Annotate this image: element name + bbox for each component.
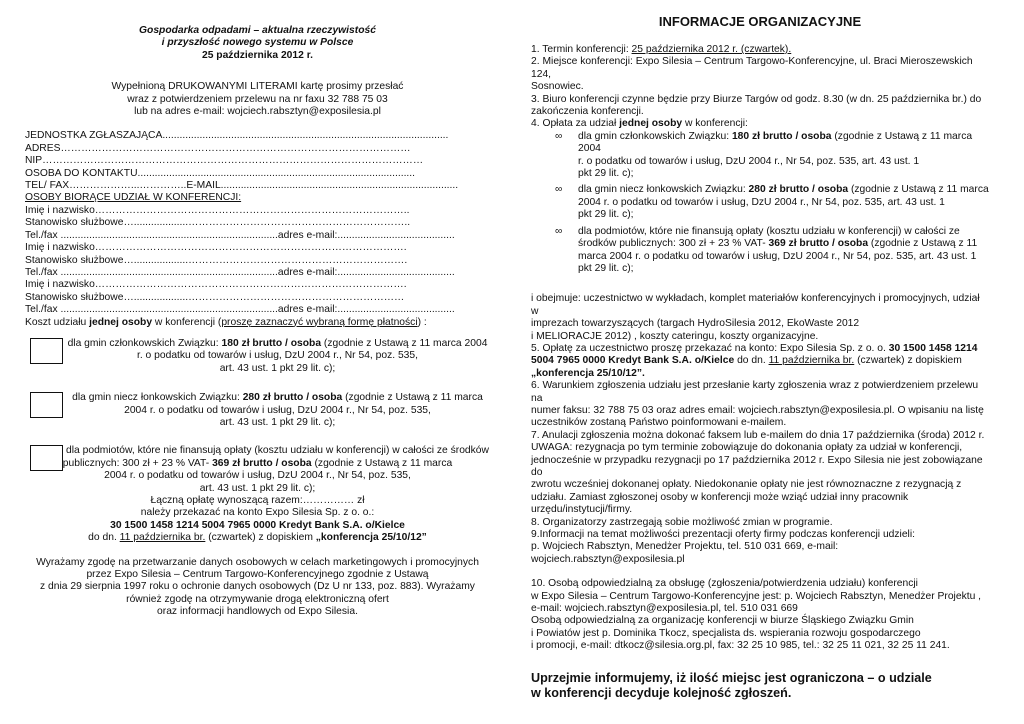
field-osoba-kontakt[interactable]: OSOBA DO KONTAKTU................................................................................................. <box>25 167 416 179</box>
info-item-9: 9.Informacji na temat możliwości prezentacji oferty firmy podczas konferencji udzieli: p. Wojciech Rabsztyn, Menedżer Projektu, tel. 510 031 669, e-mail: wojciech.rabsztyn@exposilesia.pl <box>531 529 915 565</box>
fee-bullet-other: ∞ dla podmiotów, które nie finansują opłaty (kosztu udziału w konferencji) w całości ze środków publicznych: 300 zł + 23 % VAT- 369 zł brutto / osoba (zgodnie z Ustawą z 11 marca 2004 r. o podatku od towarów i usług, DzU 2004 r., Nr 54, poz. 535, art. 43 ust. 1 pkt 29 lit. c); <box>555 225 978 274</box>
infinity-bullet-icon: ∞ <box>555 225 563 237</box>
info-item-6: 6. Warunkiem zgłoszenia udziału jest przesłanie karty zgłoszenia wraz z potwierdzeniem przelewu na numer faksu: 32 788 75 03 oraz adres email: wojciech.rabsztyn@exposilesia.pl. O wpisaniu na listę uczestników zostaną Państwo poinformowani e-mailem. <box>531 380 984 429</box>
participants-heading: OSOBY BIORĄCE UDZIAŁ W KONFERENCJI: <box>25 192 242 204</box>
payment-checkbox-member[interactable] <box>30 338 63 364</box>
info-title: INFORMACJE ORGANIZACYJNE <box>658 14 862 29</box>
data-consent: Wyrażamy zgodę na przetwarzanie danych osobowych w celach marketingowych i promocyjnych przez Expo Silesia – Centrum Targowo-Konferencyjnego zgodnie z Ustawą z dnia 29 sierpnia 1997 roku o ochronie danych osobowych (Dz U nr 133, poz. 883). Wyrażamy również zgodę na otrzymywanie drogą elektroniczną ofert oraz informacji handlowych od Expo Silesia. <box>36 556 479 618</box>
conference-title-line1: Gospodarka odpadami – aktualna rzeczywistość <box>139 25 376 36</box>
payment-option-other: dla podmiotów, które nie finansują opłaty (kosztu udziału w konferencji) w całości ze środków publicznych: 300 zł + 23 % VAT- 369 zł brutto / osoba (zgodnie z Ustawą z 11 marca 2004 r. o podatku od towarów i usług, DzU 2004 r., Nr 54, poz. 535, art. 43 ust. 1 pkt 29 lit. c); <box>25 445 490 495</box>
form-fields <box>25 130 490 329</box>
bank-account: 30 1500 1458 1214 5004 7965 0000 Kredyt Bank S.A. o/Kielce <box>110 519 405 531</box>
payment-summary: Łączną opłatę wynoszącą razem:…………… zł należy przekazać na konto Expo Silesia Sp. z o. o.: 30 1500 1458 1214 5004 7965 0000 Kredyt Bank S.A. o/Kielce do dn. 11 października br. (czwartek) z dopiskiem „konferencja 25/10/12” <box>25 495 490 545</box>
participant-3-name[interactable]: Imię i nazwisko………………………………………………………………………………. <box>25 279 407 291</box>
participant-3-position[interactable]: Stanowisko służbowe…...................……………………………………………………… <box>25 291 405 303</box>
field-tel-email[interactable]: TEL/ FAX………………...…………..E-MAIL................................................................................... <box>25 180 459 192</box>
payment-checkbox-nonmember[interactable] <box>30 392 63 418</box>
info-item-5: 5. Opłatę za uczestnictwo proszę przekazać na konto: Expo Silesia Sp. z o. o. 30 1500 1458 1214 5004 7965 0000 Kredyt Bank S.A. o/Kielce do dn. 11 października br. (czwartek) z dopiskiem „konferencja 25/10/12”. <box>531 342 978 379</box>
field-jednostka[interactable]: JEDNOSTKA ZGŁASZAJĄCA.................................................................................................... <box>25 130 449 142</box>
info-item-2: 2. Miejsce konferencji: Expo Silesia – Centrum Targowo-Konferencyjne, ul. Braci Mieroszewskich 124, Sosnowiec. <box>531 56 973 93</box>
infinity-bullet-icon: ∞ <box>555 130 563 142</box>
info-item-8: 8. Organizatorzy zastrzegają sobie możliwość zmian w programie. <box>531 516 833 528</box>
participant-2-name[interactable]: Imię i nazwisko………………………………………………………………………………. <box>25 242 407 254</box>
form-instructions: Wypełnioną DRUKOWANYMI LITERAMI kartę prosimy przesłać wraz z potwierdzeniem przelewu na nr faxu 32 788 75 03 lub na adres e-mail: wojciech.rabsztyn@exposilesia.pl <box>111 81 404 118</box>
participant-2-contact[interactable]: Tel./fax ............................................................................adres e-mail:......................................... <box>25 266 455 278</box>
participant-1-contact[interactable]: Tel./fax ............................................................................adres e-mail:......................................... <box>25 229 455 241</box>
payment-option-nonmember: dla gmin niecz łonkowskich Związku: 280 zł brutto / osoba (zgodnie z Ustawą z 11 marca 2004 r. o podatku od towarów i usług, DzU 2004 r., Nr 54, poz. 535, art. 43 ust. 1 pkt 29 lit. c); <box>25 392 490 429</box>
infinity-bullet-icon: ∞ <box>555 184 563 196</box>
field-nip[interactable]: NIP………………………………………………………………………………………………… <box>25 155 424 167</box>
participant-1-position[interactable]: Stanowisko służbowe…...................……………………………………………………….. <box>25 217 411 229</box>
info-item-3: 3. Biuro konferencji czynne będzie przy Biurze Targów od godz. 8.30 (w dn. 25 października br.) do zakończenia konferencji. <box>531 93 982 118</box>
participant-1-name[interactable]: Imię i nazwisko……………………………………………………………………………….. <box>25 204 410 216</box>
info-item-1: 1. Termin konferencji: 25 października 2012 r. (czwartek). <box>531 44 792 55</box>
info-item-4: 4. Opłata za udział jednej osoby w konferencji: <box>531 118 748 130</box>
payment-option-member: dla gmin członkowskich Związku: 180 zł brutto / osoba (zgodnie z Ustawą z 11 marca 2004 r. o podatku od towarów i usług, DzU 2004 r., Nr 54, poz. 535, art. 43 ust. 1 pkt 29 lit. c); <box>25 338 490 375</box>
fee-bullet-member: ∞ dla gmin członkowskich Związku: 180 zł brutto / osoba (zgodnie z Ustawą z 11 marca 2004 r. o podatku od towarów i usług, DzU 2004 r., Nr 54, poz. 535, art. 43 ust. 1 pkt 29 lit. c); <box>555 130 973 180</box>
registration-form <box>25 0 490 619</box>
participant-3-contact[interactable]: Tel./fax ............................................................................adres e-mail:......................................... <box>25 304 455 316</box>
limited-seats-notice: Uprzejmie informujemy, iż ilość miejsc jest ograniczona – o udziale w konferencji decyduje kolejność zgłoszeń. <box>531 670 932 700</box>
cost-heading: Koszt udziału jednej osoby w konferencji (proszę zaznaczyć wybraną formę płatności) : <box>25 316 427 328</box>
payment-checkbox-other[interactable] <box>30 445 63 471</box>
organizational-info <box>531 0 989 701</box>
fee-bullet-nonmember: ∞ dla gmin niecz łonkowskich Związku: 280 zł brutto / osoba (zgodnie z Ustawą z 11 marca 2004 r. o podatku od towarów i usług, DzU 2004 r., Nr 54, poz. 535, art. 43 ust. 1 pkt 29 lit. c); <box>555 184 989 221</box>
total-amount-field[interactable]: Łączną opłatę wynoszącą razem:…………… zł <box>150 495 365 506</box>
conference-title-line2: i przyszłość nowego systemu w Polsce <box>161 37 354 49</box>
fee-includes: i obejmuje: uczestnictwo w wykładach, komplet materiałów konferencyjnych i promocyjnych, udział w imprezach towarzyszących (targach HydroSilesia 2012, EkoWaste 2012 i MELIORACJE 2012) , koszty cateringu, koszty organizacyjne. <box>531 293 980 342</box>
conference-date: 25 października 2012 r. <box>201 49 314 61</box>
participant-2-position[interactable]: Stanowisko służbowe…...................………………………………………………………. <box>25 254 408 266</box>
info-item-7: 7. Anulacji zgłoszenia można dokonać faksem lub e-mailem do dnia 17 października (środa) 2012 r. UWAGA: rezygnacja po tym terminie zobowiązuje do dokonania opłaty za udział w konferencji, jednocześnie w przypadku rezygnacji po 17 października 2012 r. Expo Silesia nie jest zobowiązane do zwrotu wcześniej dokonanej opłaty. Niedokonanie opłaty nie jest równoznaczne z rezygnacją z udziału. Zamiast zgłoszonej osoby w konferencji może wziąć udział inny pracownik urzędu/instytucji/firmy. <box>531 429 985 516</box>
info-item-10: 10. Osobą odpowiedzialną za obsługę (zgłoszenia/potwierdzenia udziału) konferencji w Expo Silesia – Centrum Targowo-Konferencyjne jest: p. Wojciech Rabsztyn, Menedżer Projektu , e-mail: wojciech.rabsztyn@exposilesia.pl, tel. 510 031 669 Osobą odpowiedzialną za organizację konferencji w biurze Śląskiego Związku Gmin i Powiatów jest p. Dominika Tkocz, specjalista ds. wspierania rozwoju gospodarczego i promocji, e-mail: dtkocz@silesia.org.pl, fax: 32 25 10 985, tel.: 32 25 11 021, 32 25 11 241. <box>531 578 982 652</box>
conference-header <box>25 25 490 62</box>
field-adres[interactable]: ADRES………………………………………………………………………………………… <box>25 142 411 154</box>
